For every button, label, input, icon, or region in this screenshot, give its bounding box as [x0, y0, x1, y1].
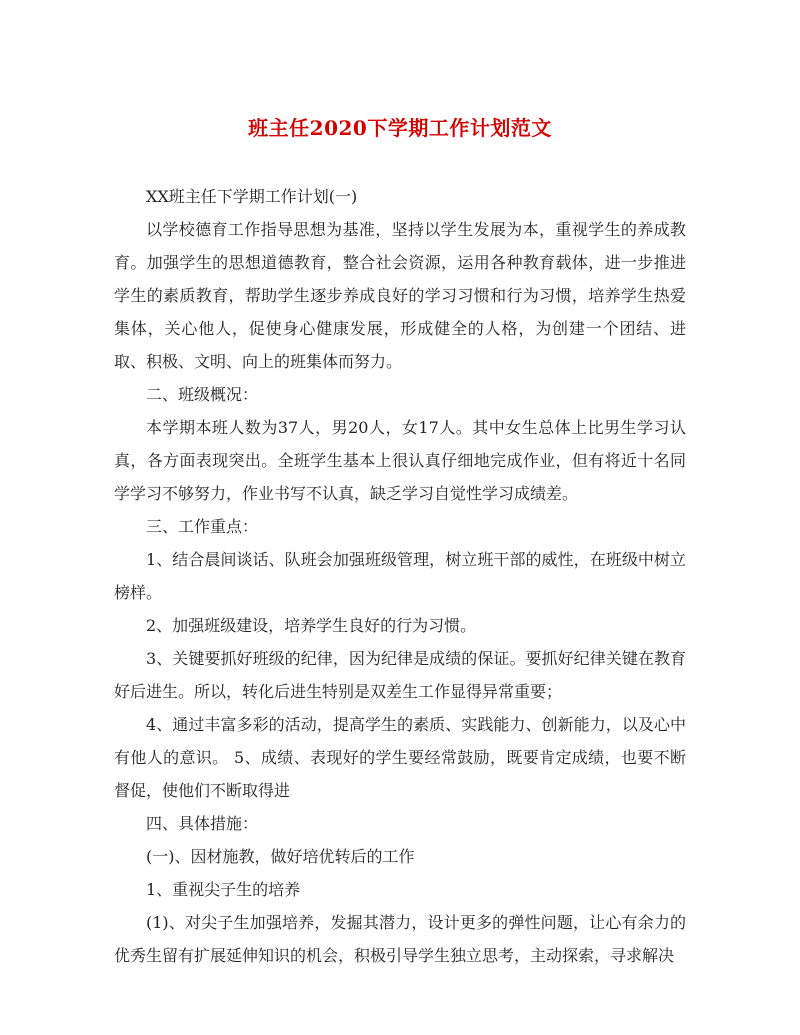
paragraph-focus-item-2: 2、加强班级建设，培养学生良好的行为习惯。 — [146, 616, 477, 635]
paragraph-class-overview: 本学期本班人数为37人，男20人，女17人。其中女生总体上比男生学习认真，各方面表现突出。全班学生基本上很认真仔细地完成作业，但有将近十名同学学习不够努力，作业书写不认真，缺乏学习自觉性学习成绩差。 — [114, 418, 686, 503]
document-title: 班主任2020下学期工作计划范文 — [248, 116, 552, 140]
paragraph-measure-item-1: 1、重视尖子生的培养 — [146, 880, 301, 899]
paragraph-focus-item-1: 1、结合晨间谈话、队班会加强班级管理，树立班干部的威性，在班级中树立榜样。 — [114, 550, 686, 602]
paragraph-plan-heading: XX班主任下学期工作计划(一) — [146, 187, 358, 206]
paragraph-focus-item-3: 3、关键要抓好班级的纪律，因为纪律是成绩的保证。要抓好纪律关键在教育好后进生。所以，转化后进生特别是双差生工作显得异常重要； — [114, 649, 686, 701]
paragraph-section-work-focus: 三、工作重点： — [146, 517, 259, 536]
paragraph-measures-subheading: (一)、因材施教，做好培优转后的工作 — [146, 847, 415, 866]
paragraph-section-class-overview: 二、班级概况： — [146, 385, 259, 404]
paragraph-measure-item-1-detail: (1)、对尖子生加强培养，发掘其潜力，设计更多的弹性问题，让心有余力的优秀生留有扩展延伸知识的机会，积极引导学生独立思考，主动探索，寻求解决 — [114, 913, 686, 965]
paragraph-section-measures: 四、具体措施： — [146, 814, 259, 833]
paragraph-guiding-thought: 以学校德育工作指导思想为基准，坚持以学生发展为本，重视学生的养成教育。加强学生的思想道德教育，整合社会资源，运用各种教育载体，进一步推进学生的素质教育，帮助学生逐步养成良好的学习习惯和行为习惯，培养学生热爱集体，关心他人，促使身心健康发展，形成健全的人格，为创建一个团结、进取、积极、文明、向上的班集体而努力。 — [114, 220, 686, 371]
document-body — [114, 180, 686, 972]
paragraph-focus-item-4-5: 4、通过丰富多彩的活动，提高学生的素质、实践能力、创新能力，以及心中有他人的意识。 5、成绩、表现好的学生要经常鼓励，既要肯定成绩，也要不断督促，使他们不断取得进 — [114, 715, 686, 800]
